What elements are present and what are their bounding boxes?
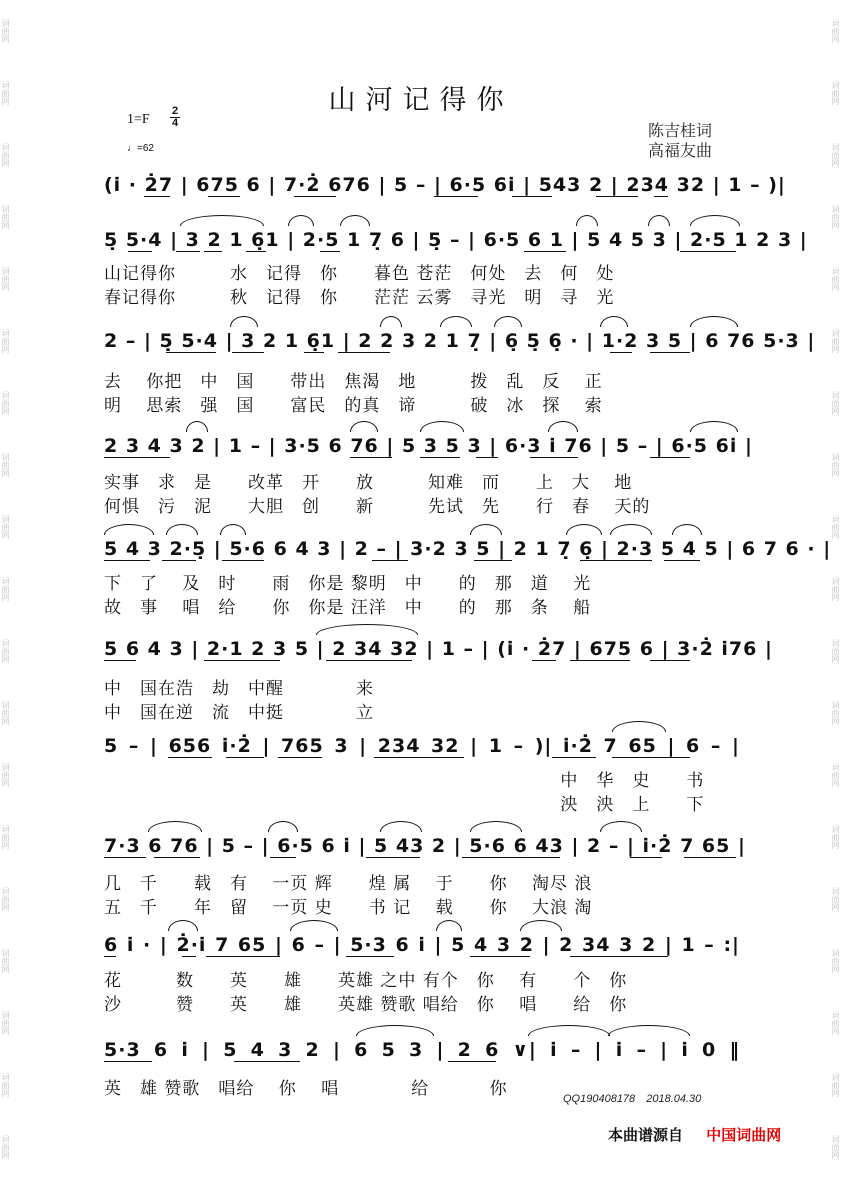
slur-mark bbox=[356, 1025, 434, 1036]
watermark-text: 词曲网 bbox=[1, 81, 10, 105]
slur-mark bbox=[340, 215, 370, 226]
beam-underline bbox=[246, 251, 266, 252]
lyric-line: 山记得你 水 记得 你 暮色 苍茫 何处 去 何 处 bbox=[104, 264, 615, 284]
slur-mark bbox=[600, 316, 628, 327]
watermark-text: 词曲网 bbox=[831, 701, 840, 725]
slur-mark bbox=[690, 421, 738, 432]
slur-mark bbox=[436, 920, 462, 931]
slur-mark bbox=[166, 524, 198, 535]
footer-site: 中国词曲网 bbox=[706, 1126, 782, 1144]
beam-underline bbox=[530, 457, 578, 458]
lyric-line: 明 思索 强 国 富民 的真 谛 破 冰 探 索 bbox=[104, 396, 603, 416]
watermark-text: 词曲网 bbox=[1, 267, 10, 291]
watermark-text: 词曲网 bbox=[1, 887, 10, 911]
slur-mark bbox=[440, 316, 472, 327]
beam-underline bbox=[104, 457, 170, 458]
beam-underline bbox=[206, 956, 280, 957]
watermark-text: 词曲网 bbox=[831, 19, 840, 43]
beam-underline bbox=[104, 956, 116, 957]
slur-mark bbox=[600, 821, 642, 832]
lyric-line: 中 国在浩 劫 中醒 来 bbox=[104, 679, 374, 699]
watermark-text: 词曲网 bbox=[831, 949, 840, 973]
watermark-text: 词曲网 bbox=[831, 391, 840, 415]
beam-underline bbox=[350, 457, 392, 458]
lyricist: 陈吉桂词 bbox=[648, 121, 713, 140]
credits bbox=[648, 121, 712, 161]
song-title: 山河记得你 bbox=[328, 85, 514, 116]
beam-underline bbox=[650, 352, 690, 353]
slur-mark bbox=[648, 215, 670, 226]
lyric-line: 英 雄 赞歌 唱给 你 唱 给 你 bbox=[104, 1079, 508, 1099]
notation-row bbox=[104, 536, 832, 562]
notation-row bbox=[104, 172, 786, 198]
beam-underline bbox=[226, 757, 264, 758]
beam-underline bbox=[204, 251, 222, 252]
beam-underline bbox=[630, 857, 662, 858]
watermark-text: 词曲网 bbox=[1, 205, 10, 229]
footer bbox=[608, 1124, 781, 1145]
watermark-text: 词曲网 bbox=[1, 391, 10, 415]
beam-underline bbox=[650, 660, 690, 661]
watermark-text: 词曲网 bbox=[1, 639, 10, 663]
time-signature bbox=[170, 106, 180, 129]
composer: 高福友曲 bbox=[648, 141, 713, 160]
lyric-line: 中 华 史 书 bbox=[104, 771, 705, 791]
watermark-text: 词曲网 bbox=[831, 825, 840, 849]
watermark-text: 词曲网 bbox=[831, 1011, 840, 1035]
beam-underline bbox=[476, 457, 498, 458]
watermark-text: 词曲网 bbox=[831, 763, 840, 787]
beam-underline bbox=[372, 560, 408, 561]
footer-source: 本曲谱源自 bbox=[608, 1126, 684, 1144]
slur-mark bbox=[148, 821, 202, 832]
beam-underline bbox=[326, 660, 412, 661]
watermark-text: 词曲网 bbox=[831, 887, 840, 911]
lyric-line: 下 了 及 时 雨 你是 黎明 中 的 那 道 光 bbox=[104, 574, 592, 594]
beam-underline bbox=[294, 196, 336, 197]
notation-line: 5 4 3 2·5̣ | 5·6 6 4 3 | 2 – | 3·2 3 5 | 2 1 7̣ 6̣ | 2·3 5 4 5 | 6 7 6 · | bbox=[104, 538, 832, 560]
watermark-text: 词曲网 bbox=[831, 81, 840, 105]
notation-row bbox=[104, 932, 740, 958]
watermark-text: 词曲网 bbox=[831, 515, 840, 539]
beam-underline bbox=[650, 457, 690, 458]
beam-underline bbox=[524, 251, 566, 252]
slur-mark bbox=[168, 920, 198, 931]
watermark-right bbox=[830, 0, 842, 1171]
notation-row bbox=[104, 833, 746, 859]
lyric-line: 五 千 年 留 一页 史 书 记 载 你 大浪 淘 bbox=[104, 898, 593, 918]
slur-mark bbox=[288, 215, 314, 226]
beam-underline bbox=[270, 857, 296, 858]
beam-underline bbox=[104, 660, 136, 661]
beam-underline bbox=[474, 560, 512, 561]
slur-mark bbox=[690, 316, 738, 327]
beam-underline bbox=[144, 196, 170, 197]
slur-mark bbox=[470, 524, 502, 535]
beam-underline bbox=[346, 956, 394, 957]
beam-underline bbox=[596, 196, 638, 197]
beam-underline bbox=[570, 660, 630, 661]
slur-mark bbox=[186, 421, 208, 432]
notation-line: 6 i̇ · | 2̇·i̇ 7 65 | 6 – | 5·3 6 i̇ | 5 4 3 2 | 2 34 3 2 | 1 – :| bbox=[104, 934, 740, 956]
slur-mark bbox=[104, 524, 154, 535]
slur-mark bbox=[608, 1025, 690, 1036]
lyric-line: 故 事 唱 给 你 你是 汪洋 中 的 那 条 船 bbox=[104, 598, 592, 618]
beam-underline bbox=[610, 352, 632, 353]
lyric-line: 春记得你 秋 记得 你 茫茫 云雾 寻光 明 寻 光 bbox=[104, 288, 615, 308]
slur-mark bbox=[220, 524, 246, 535]
watermark-text: 词曲网 bbox=[831, 205, 840, 229]
tempo-marking: ♩=62 bbox=[127, 143, 154, 154]
beam-underline bbox=[470, 956, 530, 957]
lyric-line: 何惧 污 泥 大胆 创 新 先试 先 行 春 天的 bbox=[104, 497, 651, 517]
slur-mark bbox=[494, 316, 522, 327]
slur-mark bbox=[548, 421, 578, 432]
watermark-text: 词曲网 bbox=[831, 1135, 840, 1159]
slur-mark bbox=[380, 316, 402, 327]
lyric-line: 几 千 载 有 一页 辉 煌 属 于 你 淘尽 浪 bbox=[104, 874, 593, 894]
slur-mark bbox=[520, 920, 562, 931]
lyric-line: 花 数 英 雄 英雄 之中 有个 你 有 个 你 bbox=[104, 971, 628, 991]
watermark-left bbox=[0, 0, 12, 1171]
watermark-text: 词曲网 bbox=[1, 577, 10, 601]
watermark-text: 词曲网 bbox=[1, 1073, 10, 1097]
watermark-text: 词曲网 bbox=[831, 267, 840, 291]
notation-line: 5·3 6 i̇ | 5 4 3 2 | 6 5 3 | 2 6 ∨| i̇ – | i̇ – | i̇ 0 ‖ bbox=[104, 1039, 740, 1061]
watermark-text: 词曲网 bbox=[831, 1073, 840, 1097]
slur-mark bbox=[316, 624, 418, 635]
slur-mark bbox=[528, 1025, 610, 1036]
slur-mark bbox=[470, 821, 522, 832]
beam-underline bbox=[434, 196, 478, 197]
slur-mark bbox=[566, 524, 602, 535]
slur-mark bbox=[672, 524, 702, 535]
beam-underline bbox=[154, 857, 200, 858]
slur-mark bbox=[576, 215, 598, 226]
notation-row bbox=[104, 636, 773, 662]
lyric-line: 去 你把 中 国 带出 焦渴 地 拨 乱 反 正 bbox=[104, 372, 603, 392]
lyric-line: 泱 泱 上 下 bbox=[104, 795, 705, 815]
notation-line: 7·3 6 76 | 5 – | 6·5 6 i̇ | 5 43 2 | 5·6 6 43 | 2 – | i̇·2̇ 7 65 | bbox=[104, 835, 746, 857]
beam-underline bbox=[104, 560, 150, 561]
beam-underline bbox=[204, 660, 280, 661]
beam-underline bbox=[532, 660, 556, 661]
beam-underline bbox=[684, 857, 736, 858]
slur-mark bbox=[268, 821, 298, 832]
beam-underline bbox=[166, 352, 216, 353]
beam-underline bbox=[664, 560, 700, 561]
notation-row bbox=[104, 227, 808, 253]
beam-underline bbox=[462, 857, 560, 858]
beam-underline bbox=[552, 757, 596, 758]
slur-mark bbox=[420, 421, 464, 432]
slur-mark bbox=[350, 421, 378, 432]
slur-mark bbox=[230, 316, 258, 327]
beam-underline bbox=[338, 352, 390, 353]
beam-underline bbox=[278, 757, 322, 758]
lyric-line: 实事 求 是 改革 开 放 知难 而 上 大 地 bbox=[104, 473, 633, 493]
beam-underline bbox=[680, 251, 736, 252]
watermark-text: 词曲网 bbox=[831, 639, 840, 663]
beam-underline bbox=[162, 560, 196, 561]
beam-underline bbox=[612, 757, 690, 758]
notation-line: (i̇ · 2̇7 | 675 6 | 7·2̇ 676 | 5 – | 6·5 6i̇ | 543 2 | 234 32 | 1 – )| bbox=[104, 174, 786, 196]
notation-line: 5 – | 656 i̇·2̇ | 765 3 | 234 32 | 1 – )| i̇·2̇ 7 65 | 6 – | bbox=[104, 735, 740, 757]
beam-underline bbox=[222, 560, 264, 561]
notation-line: 2 3 4 3 2 | 1 – | 3·5 6 76 | 5 3 5 3 | 6·3 i̇ 76 | 5 – | 6·5 6i̇ | bbox=[104, 435, 753, 457]
transcriber-signature: QQ190408178 2018.04.30 bbox=[563, 1093, 702, 1105]
meter-bottom: 4 bbox=[171, 117, 179, 129]
watermark-text: 词曲网 bbox=[1, 701, 10, 725]
beam-underline bbox=[420, 457, 460, 458]
slur-mark bbox=[610, 524, 652, 535]
lyric-line: 中 国在逆 流 中挺 立 bbox=[104, 703, 374, 723]
watermark-text: 词曲网 bbox=[831, 329, 840, 353]
notation-row bbox=[104, 1037, 740, 1063]
watermark-text: 词曲网 bbox=[1, 329, 10, 353]
watermark-text: 词曲网 bbox=[1, 1135, 10, 1159]
beam-underline bbox=[176, 251, 200, 252]
key-signature: 1=F bbox=[127, 112, 150, 127]
beam-underline bbox=[168, 757, 212, 758]
beam-underline bbox=[448, 1061, 496, 1062]
notation-line: 5 6 4 3 | 2·1 2 3 5 | 2 34 32 | 1 – | (i̇ · 2̇7 | 675 6 | 3·2̇ i̇76 | bbox=[104, 638, 773, 660]
beam-underline bbox=[304, 352, 324, 353]
watermark-text: 词曲网 bbox=[1, 453, 10, 477]
beam-underline bbox=[232, 352, 264, 353]
slur-mark bbox=[380, 821, 422, 832]
slur-mark bbox=[180, 215, 264, 226]
meter-top: 2 bbox=[171, 105, 179, 117]
beam-underline bbox=[104, 1061, 152, 1062]
watermark-text: 词曲网 bbox=[1, 1011, 10, 1035]
beam-underline bbox=[374, 757, 464, 758]
notation-row bbox=[104, 328, 816, 354]
beam-underline bbox=[512, 196, 552, 197]
notation-line: 2 – | 5̣ 5·4 | 3 2 1 6̣1 | 2 2 3 2 1 7̣ | 6̣ 5̣ 6̣ · | 1·2 3 5 | 6 76 5·3 | bbox=[104, 330, 816, 352]
watermark-text: 词曲网 bbox=[1, 19, 10, 43]
notation-row bbox=[104, 433, 753, 459]
beam-underline bbox=[580, 560, 652, 561]
beam-underline bbox=[128, 251, 152, 252]
beam-underline bbox=[208, 196, 240, 197]
watermark-text: 词曲网 bbox=[1, 825, 10, 849]
watermark-text: 词曲网 bbox=[1, 515, 10, 539]
beam-underline bbox=[366, 857, 420, 858]
beam-underline bbox=[654, 196, 668, 197]
notation-line: 5̣ 5·4 | 3 2 1 6̣1 | 2·5 1 7̣ 6 | 5̣ – | 6·5 6 1 | 5 4 5 3 | 2·5 1 2 3 | bbox=[104, 229, 808, 251]
watermark-text: 词曲网 bbox=[1, 763, 10, 787]
watermark-text: 词曲网 bbox=[1, 949, 10, 973]
beam-underline bbox=[234, 1061, 300, 1062]
notation-row bbox=[104, 733, 740, 759]
slur-mark bbox=[690, 215, 740, 226]
watermark-text: 词曲网 bbox=[831, 143, 840, 167]
watermark-text: 词曲网 bbox=[831, 453, 840, 477]
beam-underline bbox=[182, 956, 196, 957]
beam-underline bbox=[320, 251, 340, 252]
watermark-text: 词曲网 bbox=[1, 143, 10, 167]
lyric-line: 沙 赞 英 雄 英雄 赞歌 唱给 你 唱 给 你 bbox=[104, 995, 628, 1015]
watermark-text: 词曲网 bbox=[831, 577, 840, 601]
beam-underline bbox=[104, 857, 146, 858]
beam-underline bbox=[570, 956, 668, 957]
slur-mark bbox=[290, 920, 338, 931]
